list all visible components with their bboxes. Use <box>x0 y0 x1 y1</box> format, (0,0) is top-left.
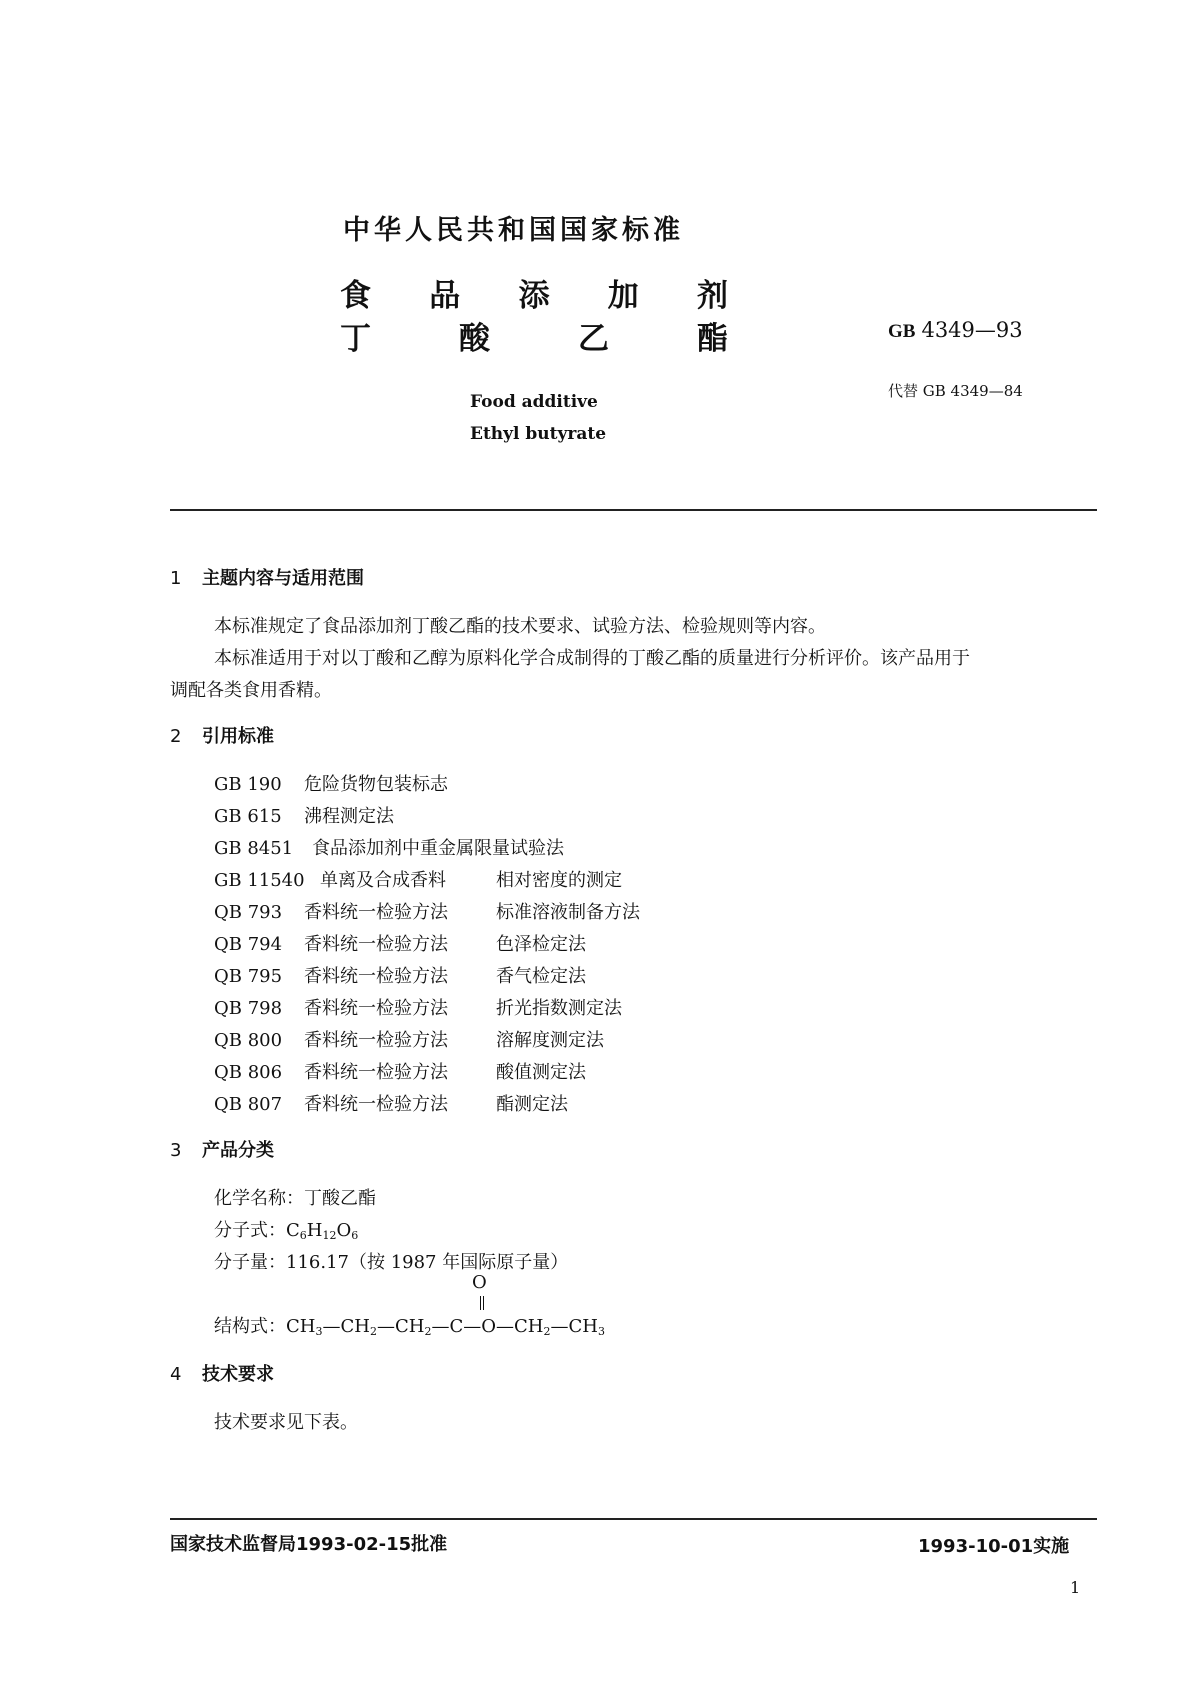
ref-name: 香料统一检验方法 <box>304 902 448 923</box>
title-en-line2: Ethyl butyrate <box>470 424 607 444</box>
section-2-heading <box>170 722 274 748</box>
reference-row <box>214 898 640 924</box>
structure-label: 结构式： <box>214 1316 286 1337</box>
section-number: 4 <box>170 1364 182 1385</box>
ref-name: 沸程测定法 <box>304 806 394 827</box>
title-char: 乙 <box>578 321 609 357</box>
page-number: 1 <box>1070 1578 1081 1597</box>
reference-row <box>214 962 586 988</box>
section-1-para-2: 本标准适用于对以丁酸和乙醇为原料化学合成制得的丁酸乙酯的质量进行分析评价。该产品用于 <box>214 648 970 669</box>
ref-name: 食品添加剂中重金属限量试验法 <box>312 838 564 859</box>
title-char: 食 <box>340 278 371 314</box>
formula-value: $C_6H_{12}O_6$ <box>286 1220 359 1242</box>
section-1-heading <box>170 564 364 590</box>
ref-method: 色泽检定法 <box>496 934 586 955</box>
ref-method: 相对密度的测定 <box>496 870 622 891</box>
ref-method: 标准溶液制备方法 <box>496 902 640 923</box>
title-char: 品 <box>429 278 461 314</box>
ref-code: QB 794 <box>214 934 283 955</box>
title-char: 加 <box>607 278 639 314</box>
section-number: 1 <box>170 568 182 589</box>
structure-value: $CH_3—CH_2—CH_2—C—O—CH_2—CH_3$ <box>286 1316 605 1338</box>
reference-row <box>214 994 622 1020</box>
reference-row <box>214 1090 568 1116</box>
section-4-para-1: 技术要求见下表。 <box>214 1412 358 1433</box>
replaces-standard: 代替 GB 4349—84 <box>888 382 1023 400</box>
section-number: 2 <box>170 726 182 747</box>
ref-method: 溶解度测定法 <box>496 1030 604 1051</box>
ref-name: 香料统一检验方法 <box>304 966 448 987</box>
reference-row <box>214 770 448 796</box>
title-char: 酯 <box>697 321 728 357</box>
ref-method: 香气检定法 <box>496 966 586 987</box>
standard-number-value: 4349—93 <box>921 318 1023 342</box>
reference-row <box>214 802 394 828</box>
ref-method: 折光指数测定法 <box>496 998 622 1019</box>
effective-date: 1993-10-01实施 <box>918 1536 1070 1557</box>
ref-name: 香料统一检验方法 <box>304 934 448 955</box>
molecular-formula <box>214 1216 358 1242</box>
ref-code: QB 793 <box>214 902 283 923</box>
chemical-name: 化学名称：丁酸乙酯 <box>214 1188 376 1209</box>
approval-date: 国家技术监督局1993-02-15批准 <box>170 1534 448 1555</box>
ref-code: QB 807 <box>214 1094 283 1115</box>
standard-number <box>888 318 1023 343</box>
reference-row <box>214 866 622 892</box>
ref-name: 香料统一检验方法 <box>304 1094 448 1115</box>
national-standard-heading: 中华人民共和国国家标准 <box>343 215 684 246</box>
ref-code: QB 798 <box>214 998 283 1019</box>
title-en-line1: Food additive <box>470 392 598 412</box>
ref-name: 香料统一检验方法 <box>304 1062 448 1083</box>
ref-name: 香料统一检验方法 <box>304 998 448 1019</box>
section-4-heading <box>170 1360 274 1386</box>
ref-method: 酸值测定法 <box>496 1062 586 1083</box>
ref-code: QB 806 <box>214 1062 283 1083</box>
ref-code: QB 795 <box>214 966 283 987</box>
section-3-heading <box>170 1136 274 1162</box>
header-divider <box>170 509 1097 511</box>
title-cn-line2 <box>340 313 728 358</box>
ref-name: 单离及合成香料 <box>320 870 446 891</box>
title-cn-line1 <box>340 270 728 315</box>
title-char: 酸 <box>459 321 490 357</box>
section-title: 引用标准 <box>202 726 274 747</box>
formula-label: 分子式： <box>214 1220 286 1241</box>
reference-row <box>214 1026 604 1052</box>
section-title: 主题内容与适用范围 <box>202 568 364 589</box>
title-char: 添 <box>518 278 550 314</box>
ref-code: GB 8451 <box>214 838 294 859</box>
ref-code: GB 190 <box>214 774 282 795</box>
carbonyl-double-bond <box>480 1296 484 1310</box>
title-char: 丁 <box>340 321 371 357</box>
reference-row <box>214 834 564 860</box>
structural-formula <box>214 1312 605 1338</box>
footer-divider <box>170 1518 1097 1520</box>
ref-code: QB 800 <box>214 1030 283 1051</box>
carbonyl-oxygen: O <box>472 1272 487 1293</box>
ref-name: 香料统一检验方法 <box>304 1030 448 1051</box>
ref-name: 危险货物包装标志 <box>304 774 448 795</box>
title-char: 剂 <box>697 278 728 314</box>
section-title: 技术要求 <box>202 1364 274 1385</box>
section-number: 3 <box>170 1140 182 1161</box>
standard-prefix: GB <box>888 321 916 342</box>
section-1-para-3: 调配各类食用香精。 <box>170 680 332 701</box>
ref-method: 酯测定法 <box>496 1094 568 1115</box>
ref-code: GB 11540 <box>214 870 305 891</box>
ref-code: GB 615 <box>214 806 282 827</box>
section-1-para-1: 本标准规定了食品添加剂丁酸乙酯的技术要求、试验方法、检验规则等内容。 <box>214 616 826 637</box>
reference-row <box>214 930 586 956</box>
molecular-weight: 分子量：116.17（按 1987 年国际原子量） <box>214 1252 569 1273</box>
section-title: 产品分类 <box>202 1140 274 1161</box>
reference-row <box>214 1058 586 1084</box>
